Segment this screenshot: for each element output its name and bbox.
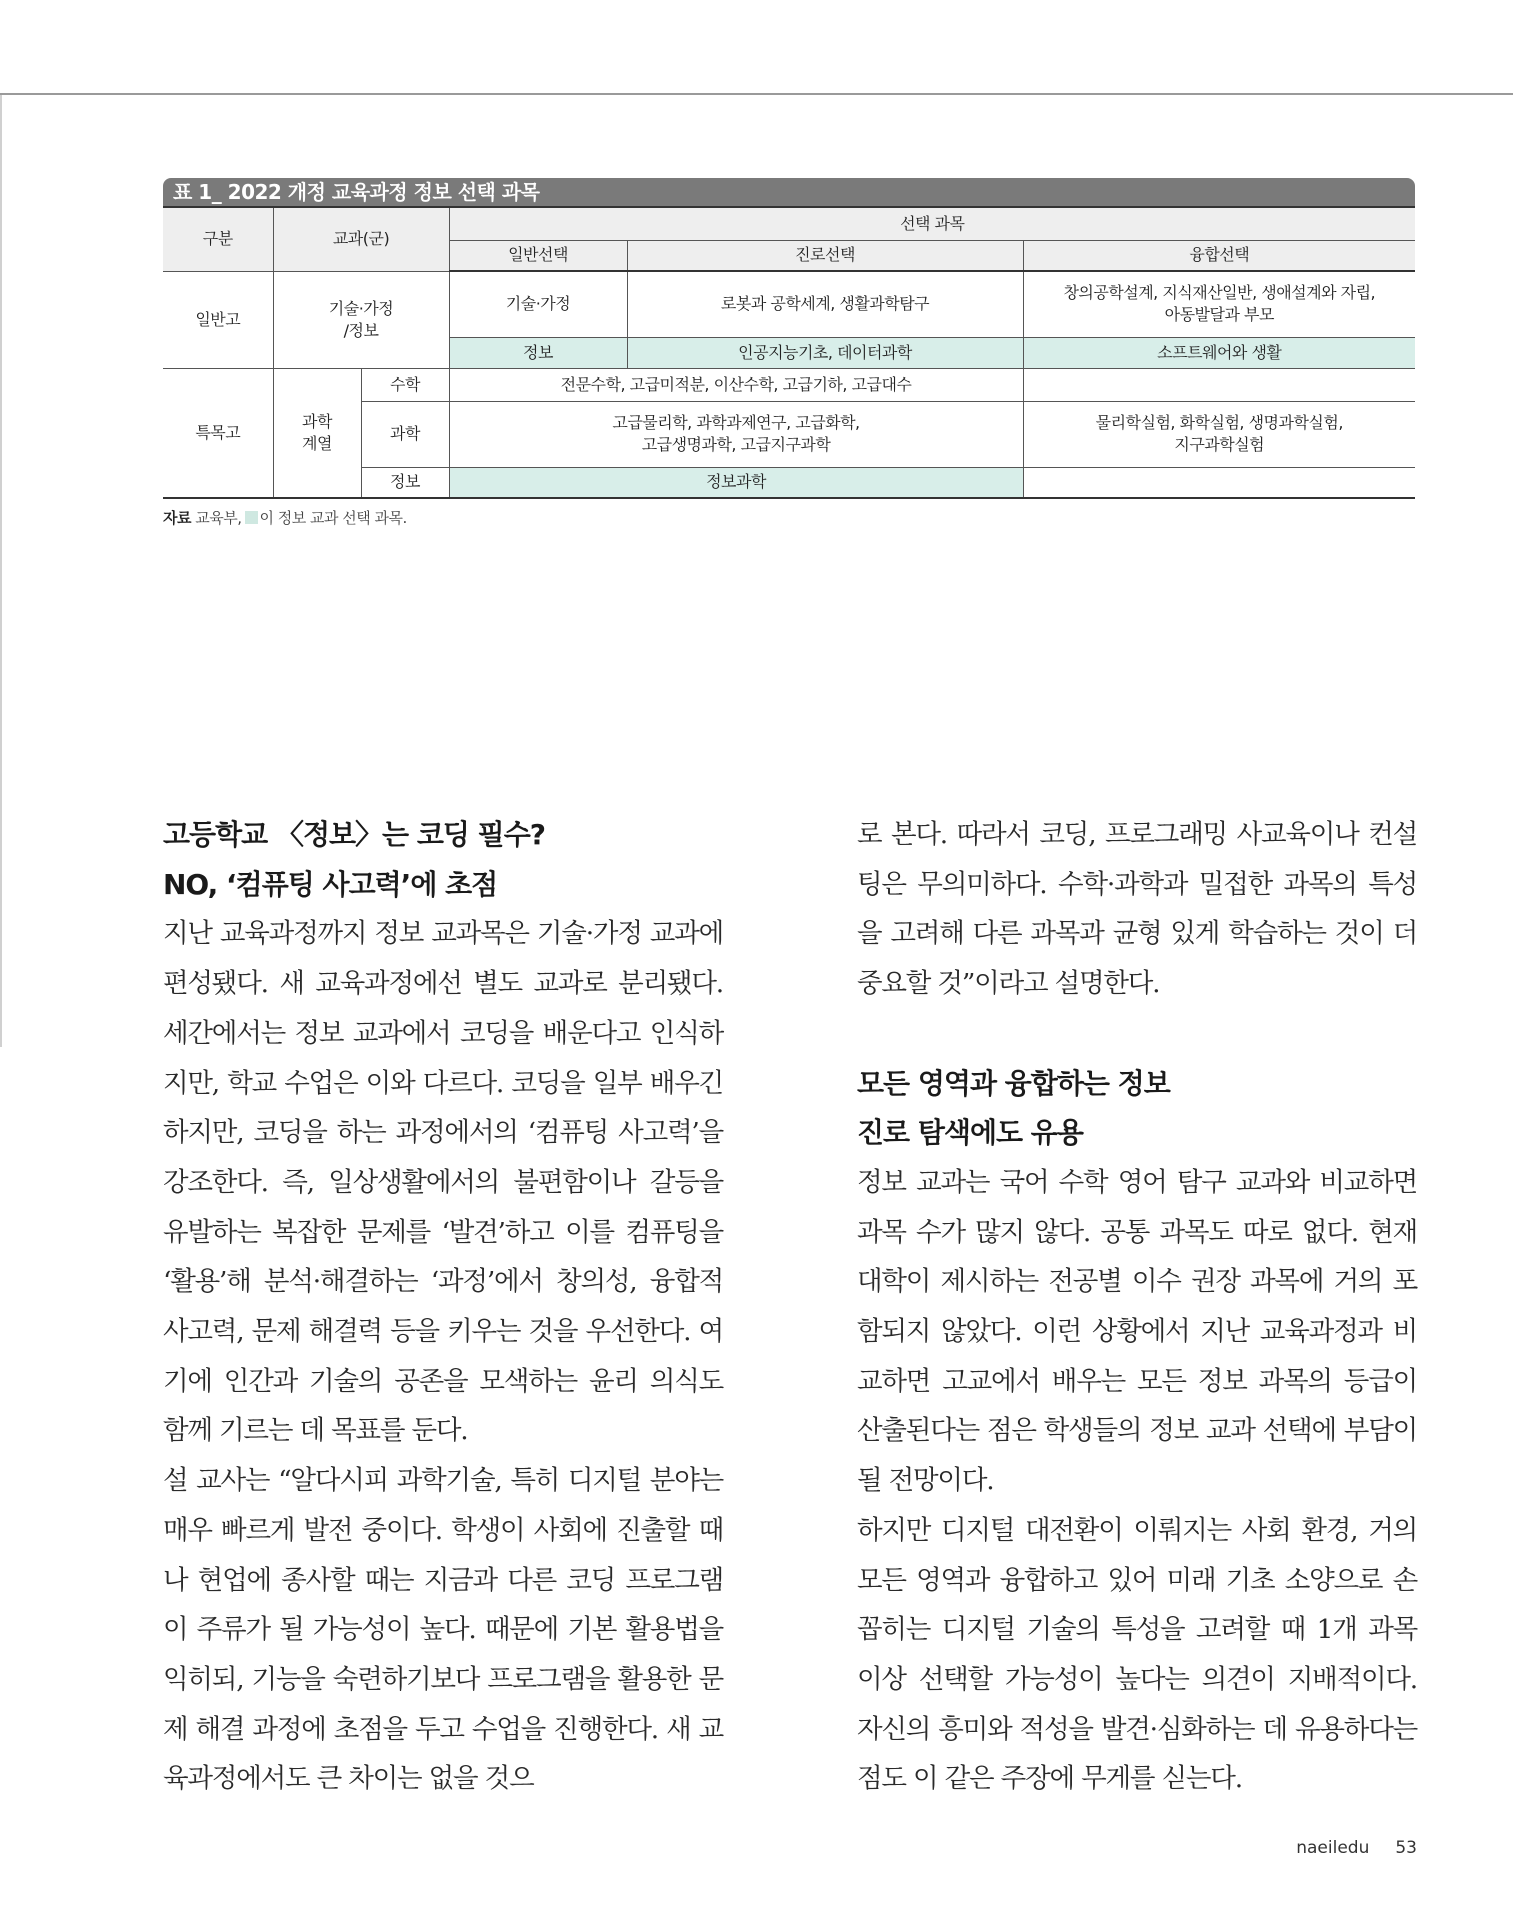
- cell-info-career: 인공지능기초, 데이터과학: [627, 337, 1023, 368]
- header-general: 일반선택: [449, 240, 627, 271]
- header-elective: 선택 과목: [449, 207, 1415, 240]
- cell-math-subjects: 전문수학, 고급미적분, 이산수학, 고급기하, 고급대수: [449, 368, 1023, 401]
- article-right-column: [857, 810, 1417, 1804]
- right-paragraph-2: 하지만 디지털 대전환이 이뤄지는 사회 환경, 거의 모든 영역과 융합하고 있어 미래 기초 소양으로 손꼽히는 디지털 기술의 특성을 고려할 때 1개 과목 이상 선택할 가능성이 높다는 의견이 지배적이다. 자신의 흥미와 적성을 발견·심화하는 데 유용하다는 점도 이 같은 주장에 무게를 싣는다.: [857, 1514, 1417, 1795]
- cell-tech-home-fusion: 창의공학설계, 지식재산일반, 생애설계와 자립, 아동발달과 부모: [1023, 271, 1415, 337]
- table-section: [163, 178, 1415, 528]
- row-special-hs: 특목고: [163, 368, 273, 498]
- cell-science-fusion: 물리학실험, 화학실험, 생명과학실험, 지구과학실험: [1023, 401, 1415, 467]
- cell-info2: 정보: [361, 467, 449, 498]
- cell-info: 정보: [449, 337, 627, 368]
- header-subject-group: 교과(군): [273, 207, 449, 271]
- cell-info-fusion: 소프트웨어와 생활: [1023, 337, 1415, 368]
- cell-science-track: 과학 계열: [273, 368, 361, 498]
- table-title: 표 1_ 2022 개정 교육과정 정보 선택 과목: [163, 178, 1415, 206]
- cell-tech-home-info: 기술·가정 /정보: [273, 271, 449, 368]
- footer-brand: naeiledu: [1296, 1838, 1370, 1858]
- header-fusion: 융합선택: [1023, 240, 1415, 271]
- left-paragraph-1: 지난 교육과정까지 정보 교과목은 기술·가정 교과에 편성됐다. 새 교육과정에선 별도 교과로 분리됐다. 세간에서는 정보 교과에서 코딩을 배운다고 인식하지만, 학교 수업은 이와 다르다. 코딩을 일부 배우긴 하지만, 코딩을 하는 과정에서의 ‘컴퓨팅 사고력’을 강조한다. 즉, 일상생활에서의 불편함이나 갈등을 유발하는 복잡한 문제를 ‘발견’하고 이를 컴퓨팅을 ‘활용’해 분석·해결하는 ‘과정’에서 창의성, 융합적 사고력, 문제 해결력 등을 키우는 것을 우선한다. 여기에 인간과 기술의 공존을 모색하는 윤리 의식도 함께 기르는 데 목표를 둔다.: [163, 918, 723, 1447]
- section-gap: [857, 1009, 1417, 1059]
- header-career: 진로선택: [627, 240, 1023, 271]
- cell-science: 과학: [361, 401, 449, 467]
- page-footer: [1270, 1838, 1417, 1858]
- right-paragraph-0: 로 본다. 따라서 코딩, 프로그래밍 사교육이나 컨설팅은 무의미하다. 수학·과학과 밀접한 과목의 특성을 고려해 다른 과목과 균형 있게 학습하는 것이 더 중요할 것”이라고 설명한다.: [857, 819, 1417, 1000]
- cell-info-science: 정보과학: [449, 467, 1023, 498]
- source-label: 자료: [163, 509, 191, 527]
- right-heading-2: 진로 탐색에도 유용: [857, 1116, 1083, 1150]
- right-paragraph-1: 정보 교과는 국어 수학 영어 탐구 교과와 비교하면 과목 수가 많지 않다. 공통 과목도 따로 없다. 현재 대학이 제시하는 전공별 이수 권장 과목에 거의 포함되지 않았다. 이런 상황에서 지난 교육과정과 비교하면 고교에서 배우는 모든 정보 과목의 등급이 산출된다는 점은 학생들의 정보 교과 선택에 부담이 될 전망이다.: [857, 1166, 1417, 1497]
- cell-info-science-fusion: [1023, 467, 1415, 498]
- left-rule: [0, 95, 2, 1047]
- top-rule: [0, 93, 1513, 95]
- left-heading-1: 고등학교 〈정보〉는 코딩 필수?: [163, 818, 546, 851]
- right-heading-1: 모든 영역과 융합하는 정보: [857, 1066, 1170, 1100]
- cell-math: 수학: [361, 368, 449, 401]
- article-left-column: [163, 810, 723, 1804]
- info-elective-table: [163, 206, 1415, 499]
- cell-tech-home: 기술·가정: [449, 271, 627, 337]
- header-division: 구분: [163, 207, 273, 271]
- left-heading-2: NO, ‘컴퓨팅 사고력’에 초점: [163, 867, 498, 901]
- source-text-1: 교육부,: [195, 509, 242, 527]
- cell-science-subjects: 고급물리학, 과학과제연구, 고급화학, 고급생명과학, 고급지구과학: [449, 401, 1023, 467]
- cell-tech-home-career: 로봇과 공학세계, 생활과학탐구: [627, 271, 1023, 337]
- source-text-2: 이 정보 교과 선택 과목.: [259, 509, 407, 527]
- table-source: [163, 507, 1415, 528]
- left-paragraph-2: 설 교사는 “알다시피 과학기술, 특히 디지털 분야는 매우 빠르게 발전 중이다. 학생이 사회에 진출할 때나 현업에 종사할 때는 지금과 다른 코딩 프로그램이 주류가 될 가능성이 높다. 때문에 기본 활용법을 익히되, 기능을 숙련하기보다 프로그램을 활용한 문제 해결 과정에 초점을 두고 수업을 진행한다. 새 교육과정에서도 큰 차이는 없을 것으: [163, 1465, 723, 1795]
- page-number: 53: [1395, 1838, 1417, 1858]
- row-general-hs: 일반고: [163, 271, 273, 368]
- cell-math-fusion: [1023, 368, 1415, 401]
- highlight-swatch-icon: [245, 511, 258, 524]
